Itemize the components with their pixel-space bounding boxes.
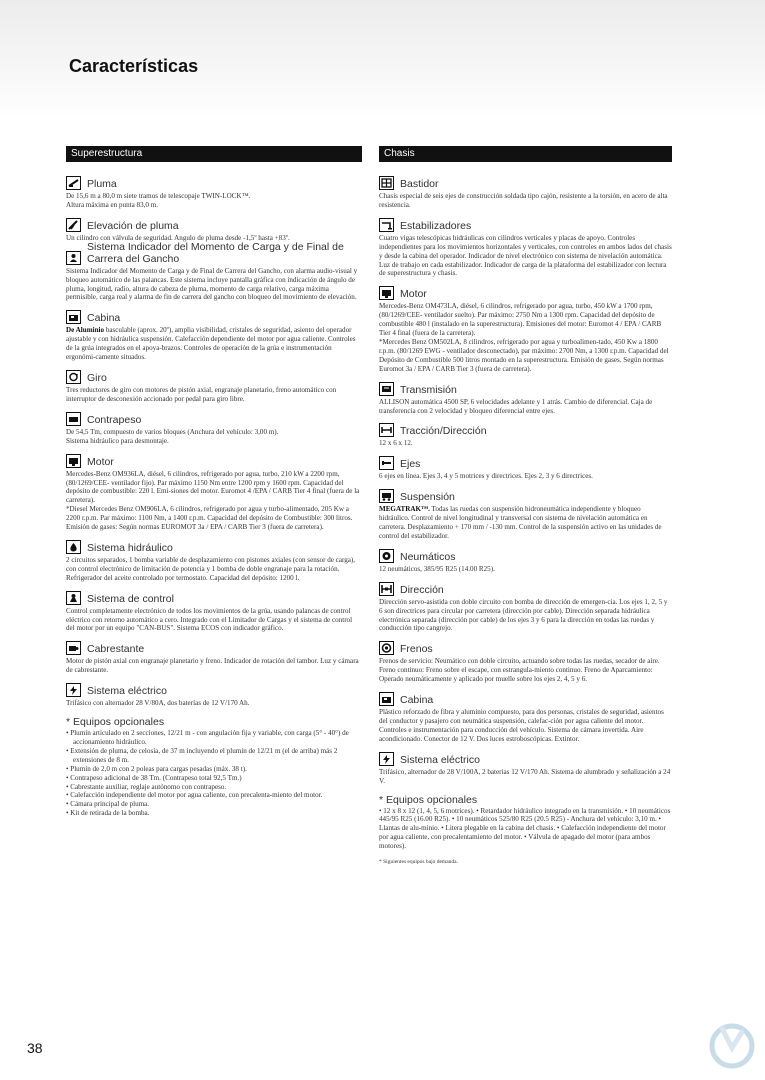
- spec-section-body: [379, 565, 672, 574]
- boom-elevation-icon: [66, 218, 81, 232]
- boom-icon: [66, 176, 81, 190]
- spec-section-body-strong: De Aluminio: [66, 326, 105, 335]
- chassis-optional-body: • 12 x 8 x 12 (1, 4, 5, 6 motrices). • Retardador hidráulico integrado en la transmisión. • 10 neumáticos 445/95 R25 (16.00 R25). • 10 neumáticos 525/80 R25 (20.5 R25) - Anchura del vehículo: 3,10 m. • Llantas de alu-minio. • Litera plegable en la cabina del chasis. • Calefacción independiente del motor por agua caliente, con precalentamiento del motor. • Válvula de apagado del motor (para ambos motores).: [379, 806, 671, 851]
- spec-section: [66, 538, 362, 583]
- spec-section-header: [66, 538, 362, 554]
- spec-section-body-text: 12 x 6 x 12.: [379, 439, 413, 448]
- spec-section-title: Sistema hidráulico: [87, 541, 173, 554]
- spec-section-body-text: Dirección servo-asistida con doble circuito con bomba de dirección de emergen-cia. Los ejes 1, 2, 5 y 6 son directrices para circular por carretera (dirección por cable). Dirección separada hidráulica electrónica separada (dirección por cable) de los ejes 3 y 6 para la dirección en todas las ruedas y conducción tipo cangrejo.: [379, 597, 668, 633]
- spec-section-header: [66, 410, 362, 426]
- spec-section-title: Ejes: [400, 458, 421, 471]
- spec-section-header: [379, 421, 672, 437]
- spec-section-body: [66, 699, 362, 708]
- spec-section: [66, 240, 362, 303]
- spec-section-title: Motor: [400, 288, 427, 301]
- control-system-icon: [66, 591, 81, 605]
- spec-section-body: [379, 439, 672, 448]
- spec-section: [66, 308, 362, 362]
- spec-section-body-text: Trifásico con alternador 28 V/80A, dos baterías de 12 V/170 Ah.: [66, 699, 250, 708]
- spec-section-body-text: Cuatro vigas telescópicas hidráulicas con cilindros verticales y placas de apoyo. Controles independientes para los movimientos horizontales y verticales, con controles en ambos lados del chasis y desde la cabina del operador. Indicador de nivel electrónico con sistema de nivelación automática. Luz de trabajo en cada estabilizador. Indicador de carga de la plataforma del estabilizador con lectura de superestructura y chasis.: [379, 233, 672, 278]
- spec-section-header: [379, 487, 672, 503]
- spec-section-body-text: Todas las ruedas con suspensión hidroneumática independiente y bloqueo hidráulico. Control de nivel longitudinal y transversal con sistema de nivelación automática en carretera. Desplazamiento + 170 mm / -130 mm. Control de la suspensión activo en las unidades de control del estabilizador.: [379, 505, 662, 540]
- spec-section-title: Dirección: [400, 583, 444, 596]
- optional-equipment-title: * Equipos opcionales: [66, 716, 165, 729]
- engine-icon: [379, 286, 394, 300]
- optional-equipment-item: • Extensión de pluma, de celosía, de 37 m incluyendo el plumín de 12/21 m (el de arriba) más 2 extensiones de 8 m.: [66, 747, 362, 765]
- spec-section-title: Sistema de control: [87, 592, 174, 605]
- spec-section-title: Pluma: [87, 178, 117, 190]
- cab-icon: [66, 310, 81, 324]
- spec-section-header: [379, 454, 672, 470]
- spec-section: [379, 216, 672, 279]
- spec-section-body: [66, 192, 362, 210]
- counterweight-icon: [66, 412, 81, 426]
- spec-section-header: [379, 750, 672, 766]
- spec-section: [379, 421, 672, 448]
- spec-section-body: [66, 428, 362, 446]
- spec-section-header: [379, 690, 672, 706]
- spec-section: [379, 690, 672, 744]
- spec-section-header: [379, 380, 672, 396]
- spec-section-body: [379, 505, 672, 541]
- drive-steer-icon: [379, 423, 394, 437]
- spec-section: [66, 174, 362, 210]
- chassis-optional-title: * Equipos opcionales: [379, 793, 478, 806]
- spec-section-title: Transmisión: [400, 383, 457, 396]
- load-moment-indicator-icon: [66, 251, 81, 265]
- spec-section-body-text: Plástico reforzado de fibra y aluminio compuesto, para dos personas, cristales de seguridad, asientos del conductor y pasajero con neumática suspensión, calefac-ción por agua caliente del motor. Controles e instrumentación para conducción del vehículo. Sistema de cámara invertida. Aire acondicionado. Conector de 12 V. Dos luces estroboscópicas. Extintor.: [379, 708, 664, 743]
- spec-section-title: Estabilizadores: [400, 219, 472, 232]
- spec-section-body: [66, 470, 362, 532]
- spec-section-header: [379, 580, 672, 596]
- spec-section-title: Sistema Indicador del Momento de Carga y de Final de Carrera del Gancho: [87, 240, 344, 265]
- spec-section-title: Bastidor: [400, 178, 439, 190]
- page-number: 38: [27, 1040, 43, 1056]
- spec-section-body-text: De 54,5 Tm, compuesto de varios bloques (Anchura del vehículo: 3,00 m). Sistema hidráulico para desmontaje.: [66, 427, 279, 445]
- spec-section: [379, 580, 672, 634]
- spec-section-header: [66, 452, 362, 468]
- spec-section-title: Elevación de pluma: [87, 219, 179, 232]
- spec-section-header: [66, 368, 362, 384]
- spec-section-title: Contrapeso: [87, 413, 142, 426]
- electric-bolt-icon: [379, 752, 394, 766]
- spec-section-title: Tracción/Dirección: [400, 425, 487, 438]
- spec-section-title: Neumáticos: [400, 550, 456, 563]
- slewing-icon: [66, 370, 81, 384]
- spec-section-body: [379, 598, 672, 634]
- spec-section-body-text: 12 neumáticos, 385/95 R25 (14.00 R25).: [379, 564, 495, 573]
- spec-section-body: [66, 556, 362, 583]
- spec-section-body-text: Control completamente electrónico de todos los movimientos de la grúa, usando palancas de control eléctrico con retorno automático a cero. Integrado con el Limitador de Cargas y el sistema de control del motor por un equipo "CAN-BUS". Sistema ECOS con indicador gráfico.: [66, 606, 353, 633]
- spec-section-header: [66, 589, 362, 605]
- spec-section-title: Sistema eléctrico: [400, 753, 480, 766]
- superstructure-header: Superestructura: [66, 146, 362, 162]
- spec-section-body-text: 6 ejes en línea. Ejes 3, 4 y 5 motrices y directrices. Ejes 2, 3 y 6 directrices.: [379, 472, 593, 481]
- spec-section-header: [66, 308, 362, 324]
- cab-icon: [379, 692, 394, 706]
- spec-section-body: [66, 607, 362, 634]
- spec-section: [379, 487, 672, 541]
- spec-section-body: [379, 657, 672, 684]
- outrigger-icon: [379, 218, 394, 232]
- spec-section-body: [66, 386, 362, 404]
- spec-section-body-text: Sistema Indicador del Momento de Carga y de Final de Carrera del Gancho, con alarma audio-visual y bloqueo automático de las palancas. Este sistema incluye pantalla gráfica con indicación de ángulo de pluma, longitud, radio, altura de cabeza de pluma, momento de carga relativo, carga máxima permisible, carga real y alarma de fin de carrera del gancho con bloqueo del movimiento de elevación.: [66, 266, 358, 302]
- spec-section-body-strong: MEGATRAK™.: [379, 505, 430, 514]
- spec-section-header: [379, 639, 672, 655]
- optional-equipment-item: • Contrapeso adicional de 38 Tm. (Contrapeso total 92,5 Tm.): [66, 774, 362, 783]
- spec-section-body-text: Trifásico, alternador de 28 V/100A, 2 baterías 12 V/170 Ah. Sistema de alumbrado y señalización a 24 V.: [379, 767, 671, 785]
- spec-section-title: Cabrestante: [87, 643, 145, 656]
- footnote: * Siguientes equipos bajo demanda.: [379, 859, 458, 866]
- spec-section: [66, 410, 362, 446]
- spec-section-body-text: De 15,6 m a 80,0 m siete tramos de telescopaje TWIN-LOCK™. Altura máxima en punta 83,0 m.: [66, 192, 251, 209]
- spec-section: [379, 174, 672, 210]
- transmission-icon: [379, 382, 394, 396]
- spec-section-header: [66, 174, 362, 190]
- spec-section-body-text: Tres reductores de giro con motores de pistón axial, engranaje planetario, freno automático con interruptor de desconexión accionado por pedal para giro libre.: [66, 385, 337, 403]
- spec-section-title: Frenos: [400, 643, 433, 656]
- spec-section-header: [379, 284, 672, 300]
- spec-section: [66, 589, 362, 634]
- spec-section: [66, 639, 362, 675]
- spec-section-body: [379, 192, 672, 210]
- spec-section-body: [379, 302, 672, 373]
- spec-section-body-text: Frenos de servicio: Neumático con doble circuito, actuando sobre todas las ruedas, secador de aire. Freno continuo: Freno sobre el escape, con estrangula-miento continuo. Freno de Aparcamiento: Operado neumáticamente y aplicado por muelle sobre los ejes 2, 4, 5 y 6.: [379, 657, 660, 684]
- spec-section: [379, 547, 672, 574]
- spec-section-body: [66, 326, 362, 362]
- optional-equipment-item: • Cabrestante auxiliar, reglaje autónomo con contrapeso.: [66, 783, 362, 792]
- spec-section-body: [379, 768, 672, 786]
- spec-section-body: [379, 234, 672, 279]
- spec-section-body: [379, 398, 672, 416]
- spec-section: [66, 452, 362, 532]
- spec-section-header: [379, 174, 672, 190]
- chassis-frame-icon: [379, 176, 394, 190]
- steering-icon: [379, 582, 394, 596]
- watermark-logo-icon: [708, 1018, 756, 1070]
- hydraulic-drop-icon: [66, 540, 81, 554]
- spec-section-header: [66, 240, 362, 265]
- spec-section-body-text: basculable (aprox. 20º), amplia visibilidad, cristales de seguridad, asiento del operador ajustable y con hidráulica suspensión. Calefacción dependiente del motor por agua caliente. Controles de la grúa integrados en el apoya-brazos. Controles de operación de la grúa e instrumentación ergonómi-camente situados.: [66, 326, 356, 362]
- spec-section-body-text: Chasis especial de seis ejes de construcción soldada tipo cajón, resistente a la torsión, en acero de alta resistencia.: [379, 192, 668, 209]
- spec-section-title: Motor: [87, 455, 114, 468]
- spec-section-header: [66, 681, 362, 697]
- chassis-column: [379, 146, 672, 865]
- spec-section-title: Giro: [87, 371, 107, 384]
- spec-section-title: Suspensión: [400, 491, 455, 504]
- optional-equipment-item: • Calefacción independiente del motor por agua caliente, con precalenta-miento del motor.: [66, 791, 362, 800]
- axle-icon: [379, 456, 394, 470]
- winch-icon: [66, 641, 81, 655]
- spec-section-body-text: ALLISON automática 4500 SP, 6 velocidades adelante y 1 atrás. Cambio de diferencial. Caja de transferencia con 2 velocidad y bloqueo diferencial entre ejes.: [379, 397, 653, 415]
- spec-section-body: [66, 657, 362, 675]
- suspension-icon: [379, 489, 394, 503]
- spec-section-body-text: 2 circuitos separados, 1 bomba variable de desplazamiento con pistones axiales (con sensor de carga), con control electrónico de limitación de potencia y 1 bomba de doble engranaje para la rotación. Refrigerador del aceite controlado por termostato. Capacidad del depósito: 1200 l.: [66, 555, 356, 582]
- optional-equipment-item: • Cámara principal de pluma.: [66, 800, 362, 809]
- spec-section: [379, 380, 672, 416]
- spec-section: [66, 368, 362, 404]
- spec-section-header: [379, 216, 672, 232]
- spec-section-header: [379, 547, 672, 563]
- spec-section: [379, 284, 672, 373]
- spec-section-body: [379, 708, 672, 744]
- spec-section-body: [66, 267, 362, 303]
- spec-section: [379, 750, 672, 786]
- superstructure-column: [66, 146, 362, 818]
- page-title: Características: [69, 56, 199, 76]
- spec-section-title: Cabina: [400, 694, 434, 707]
- spec-section-body-text: Mercedes-Benz OM936LA, diésel, 6 cilindros, refrigerado por agua, turbo, 210 kW a 2200 rpm, (80/1269/CEE- ventilador fijo). Par máximo 1150 Nm entre 1200 rpm y 1600 rpm. Capacidad del depósito de combustible: 220 l. Emi-siones del motor. Euromot 4 /EPA / CARB Tier 4 final (fuera de la carretera). *Diesel Mercedes Benz OM906LA, 6 cilindros, refrigerado por agua y turbo-alimentado, 205 Kw a 2200 r.p.m. Par máximo: 1100 Nm, a 1400 r.p.m. Capacidad del depósito de Combustible: 300 litros. Emisión de gases: Según normas EUROMOT 3a / EPA / CARB Tier 3 (fuera de carretera).: [66, 469, 360, 532]
- spec-section: [379, 639, 672, 684]
- engine-icon: [66, 454, 81, 468]
- chassis-header: Chasis: [379, 146, 672, 162]
- tire-icon: [379, 549, 394, 563]
- spec-section-header: [66, 216, 362, 232]
- spec-section: [66, 216, 362, 243]
- spec-section-header: [66, 639, 362, 655]
- brake-icon: [379, 641, 394, 655]
- spec-section-body-text: Un cilindro con válvula de seguridad. Angulo de pluma desde -1,5º hasta +83º.: [66, 233, 290, 242]
- electric-bolt-icon: [66, 683, 81, 697]
- optional-equipment-item: • Plumín articulado en 2 secciones, 12/21 m - con angulación fija y variable, con carga (5° - 40°) de accionamiento hidráulico.: [66, 729, 362, 747]
- optional-equipment-list: [66, 729, 362, 818]
- spec-section-title: Cabina: [87, 312, 121, 325]
- spec-section: [379, 454, 672, 481]
- spec-section-body-text: Mercedes-Benz OM473LA, diésel, 6 cilindros, refrigerado por agua, turbo, 450 kW a 1700 rpm, (80/1269/CEE- ventilador suelto). Par máximo: 2750 Nm a 1300 rpm. Capacidad del depósito de combustible 480 l (instalado en la superestructura). Emisiones del motor: Euromot 4 / EPA / CARB Tier 4 final (fuera de la carretera). *Mercedes Benz OM502LA, 8 cilindros, refrigerado por agua y turboalimen-tado, 450 Kw a 1800 r.p.m. (80/1269 EWG - ventilador desconectado), par máximo: 2700 Nm, a 1300 r.p.m. Capacidad del Depósito de Combustible 500 litros montado en la superestructura. Emisión de gases. Según normas Euromot 3a / EPA / CARB Tier 3 (fuera de carretera).: [379, 302, 669, 373]
- spec-section-title: Sistema eléctrico: [87, 685, 167, 698]
- superstructure-sections: [66, 174, 362, 708]
- spec-section-body-text: Motor de pistón axial con engranaje planetario y freno. Indicador de rotación del tambor. Luz y cámara de cabrestante.: [66, 657, 359, 675]
- chassis-sections: [379, 174, 672, 786]
- spec-section: [66, 681, 362, 708]
- optional-equipment-item: • Kit de retirada de la bomba.: [66, 809, 362, 818]
- optional-equipment-item: • Plumín de 2,0 m con 2 poleas para cargas pesadas (máx. 38 t).: [66, 765, 362, 774]
- spec-section-body: [379, 472, 672, 481]
